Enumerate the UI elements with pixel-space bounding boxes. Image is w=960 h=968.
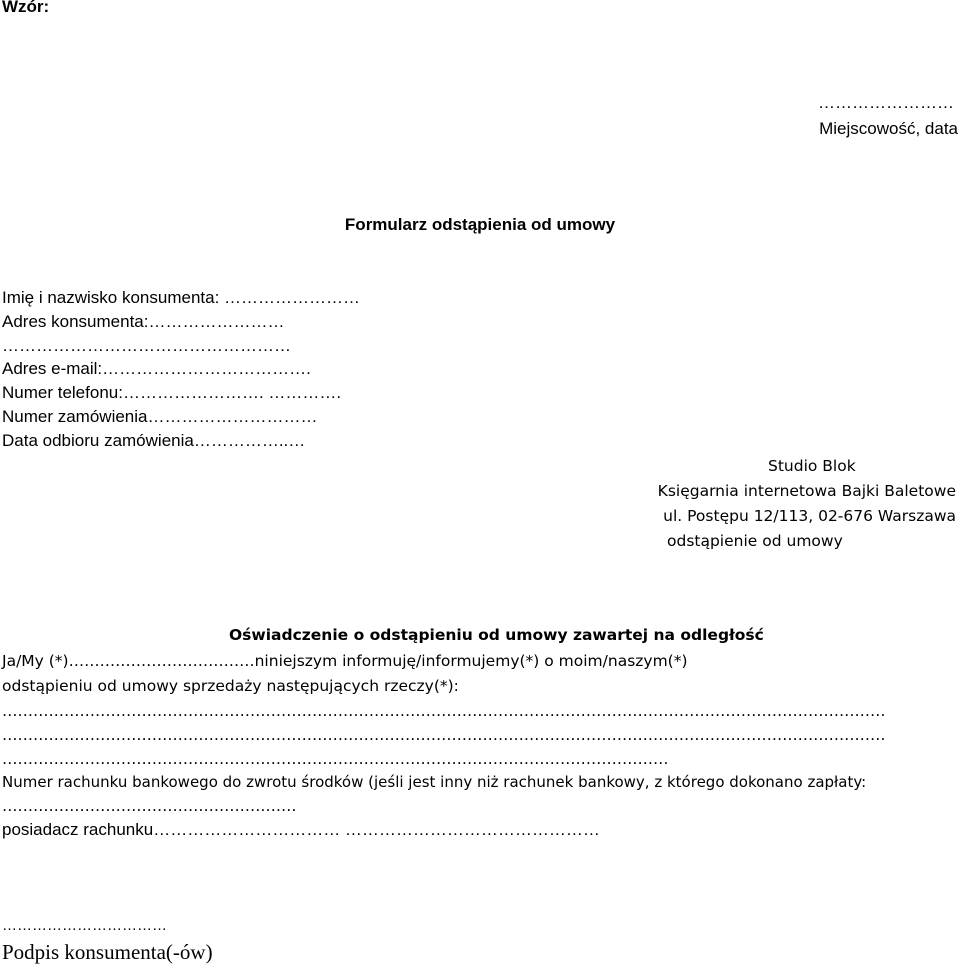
consumer-name-field: Imię i nazwisko konsumenta: …………………… [2,288,361,307]
consumer-address-field: Adres konsumenta:…………………… [2,312,285,331]
items-dots-3: ………………………………………………………………………………………………………………… [2,750,669,768]
items-dots-1: ……………………………………………………………………………………………………………………………………………………… [2,702,886,720]
bank-account-label: Numer rachunku bankowego do zwrotu środków (jeśli jest inny niż rachunek bankowy, z którego dokonano zapłaty: [2,773,867,791]
form-title: Formularz odstąpienia od umowy [344,215,616,234]
consumer-address-continuation: …………………………………………… [2,336,291,355]
bank-account-dots: ………………………………………………… [2,797,297,815]
signature-dots: …………………………… [2,917,167,934]
order-number-field: Numer zamówienia………………………… [2,407,318,426]
recipient-line-1: Studio Blok [768,457,856,475]
recipient-line-4: odstąpienie od umowy [667,532,843,550]
phone-field: Numer telefonu:……………………. …………. [2,383,342,402]
recipient-line-3: ul. Postępu 12/113, 02-676 Warszawa [663,507,956,525]
recipient-line-2: Księgarnia internetowa Bajki Baletowe [657,482,956,500]
order-pickup-date-field: Data odbioru zamówienia……………..… [2,431,306,450]
place-date-dots: …………………… [818,93,954,112]
template-label: Wzór: [2,0,50,16]
email-field: Adres e-mail:………………………………. [2,359,311,378]
statement-line-1: Ja/My (*)………………………………niniejszym informuję/informujemy(*) o moim/naszym(*) [2,652,688,670]
place-date-label: Miejscowość, data [819,119,958,138]
signature-label: Podpis konsumenta(-ów) [2,940,213,964]
statement-line-2: odstąpieniu od umowy sprzedaży następujących rzeczy(*): [2,677,459,695]
statement-title: Oświadczenie o odstąpieniu od umowy zawartej na odległość [229,626,764,644]
account-holder-field: posiadacz rachunku…………………………… ……………………………………… [2,820,600,839]
items-dots-2: ……………………………………………………………………………………………………………………………………………………… [2,726,886,744]
